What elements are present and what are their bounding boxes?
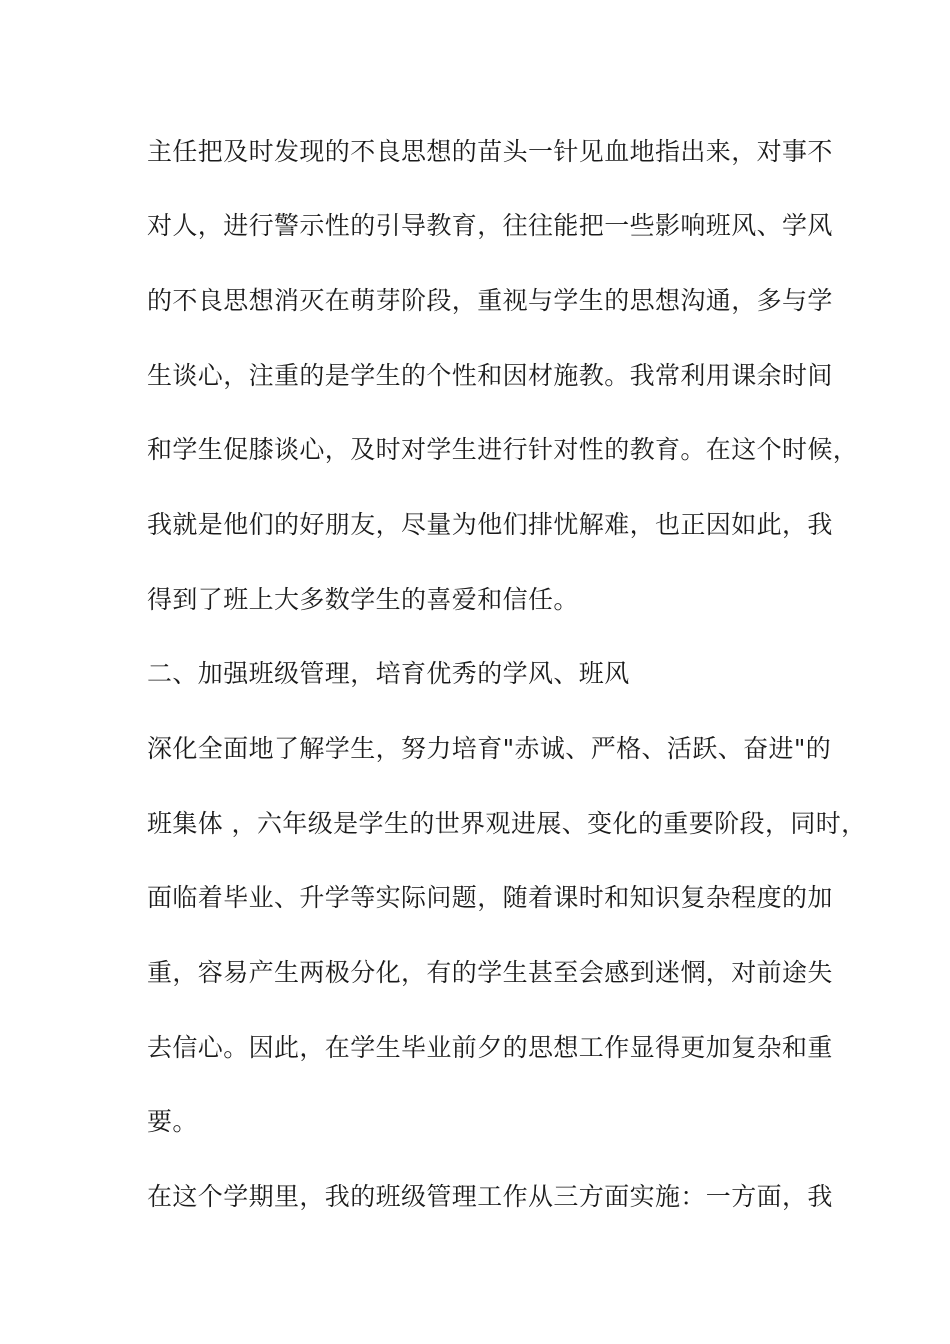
text-line: 主任把及时发现的不良思想的苗头一针见血地指出来，对事不 <box>147 137 833 166</box>
text-line: 在这个学期里，我的班级管理工作从三方面实施：一方面，我 <box>147 1182 833 1211</box>
text-line: 重，容易产生两极分化，有的学生甚至会感到迷惘，对前途失 <box>147 958 833 987</box>
text-line: 班集体 ，六年级是学生的世界观进展、变化的重要阶段，同时， <box>147 809 867 838</box>
text-line: 生谈心，注重的是学生的个性和因材施教。我常利用课余时间 <box>147 361 833 390</box>
text-line: 我就是他们的好朋友，尽量为他们排忧解难，也正因如此，我 <box>147 510 833 539</box>
text-line: 去信心。因此，在学生毕业前夕的思想工作显得更加复杂和重 <box>147 1033 833 1062</box>
section-heading: 二、加强班级管理，培育优秀的学风、班风 <box>147 659 630 688</box>
text-line: 得到了班上大多数学生的喜爱和信任。 <box>147 585 579 614</box>
text-line: 和学生促膝谈心，及时对学生进行针对性的教育。在这个时候， <box>147 435 859 464</box>
text-line: 的不良思想消灭在萌芽阶段，重视与学生的思想沟通，多与学 <box>147 286 833 315</box>
text-line: 面临着毕业、升学等实际问题，随着课时和知识复杂程度的加 <box>147 883 833 912</box>
text-line: 对人，进行警示性的引导教育，往往能把一些影响班风、学风 <box>147 211 833 240</box>
text-line: 要。 <box>147 1107 198 1136</box>
text-line: 深化全面地了解学生，努力培育"赤诚、严格、活跃、奋进"的 <box>147 734 832 763</box>
